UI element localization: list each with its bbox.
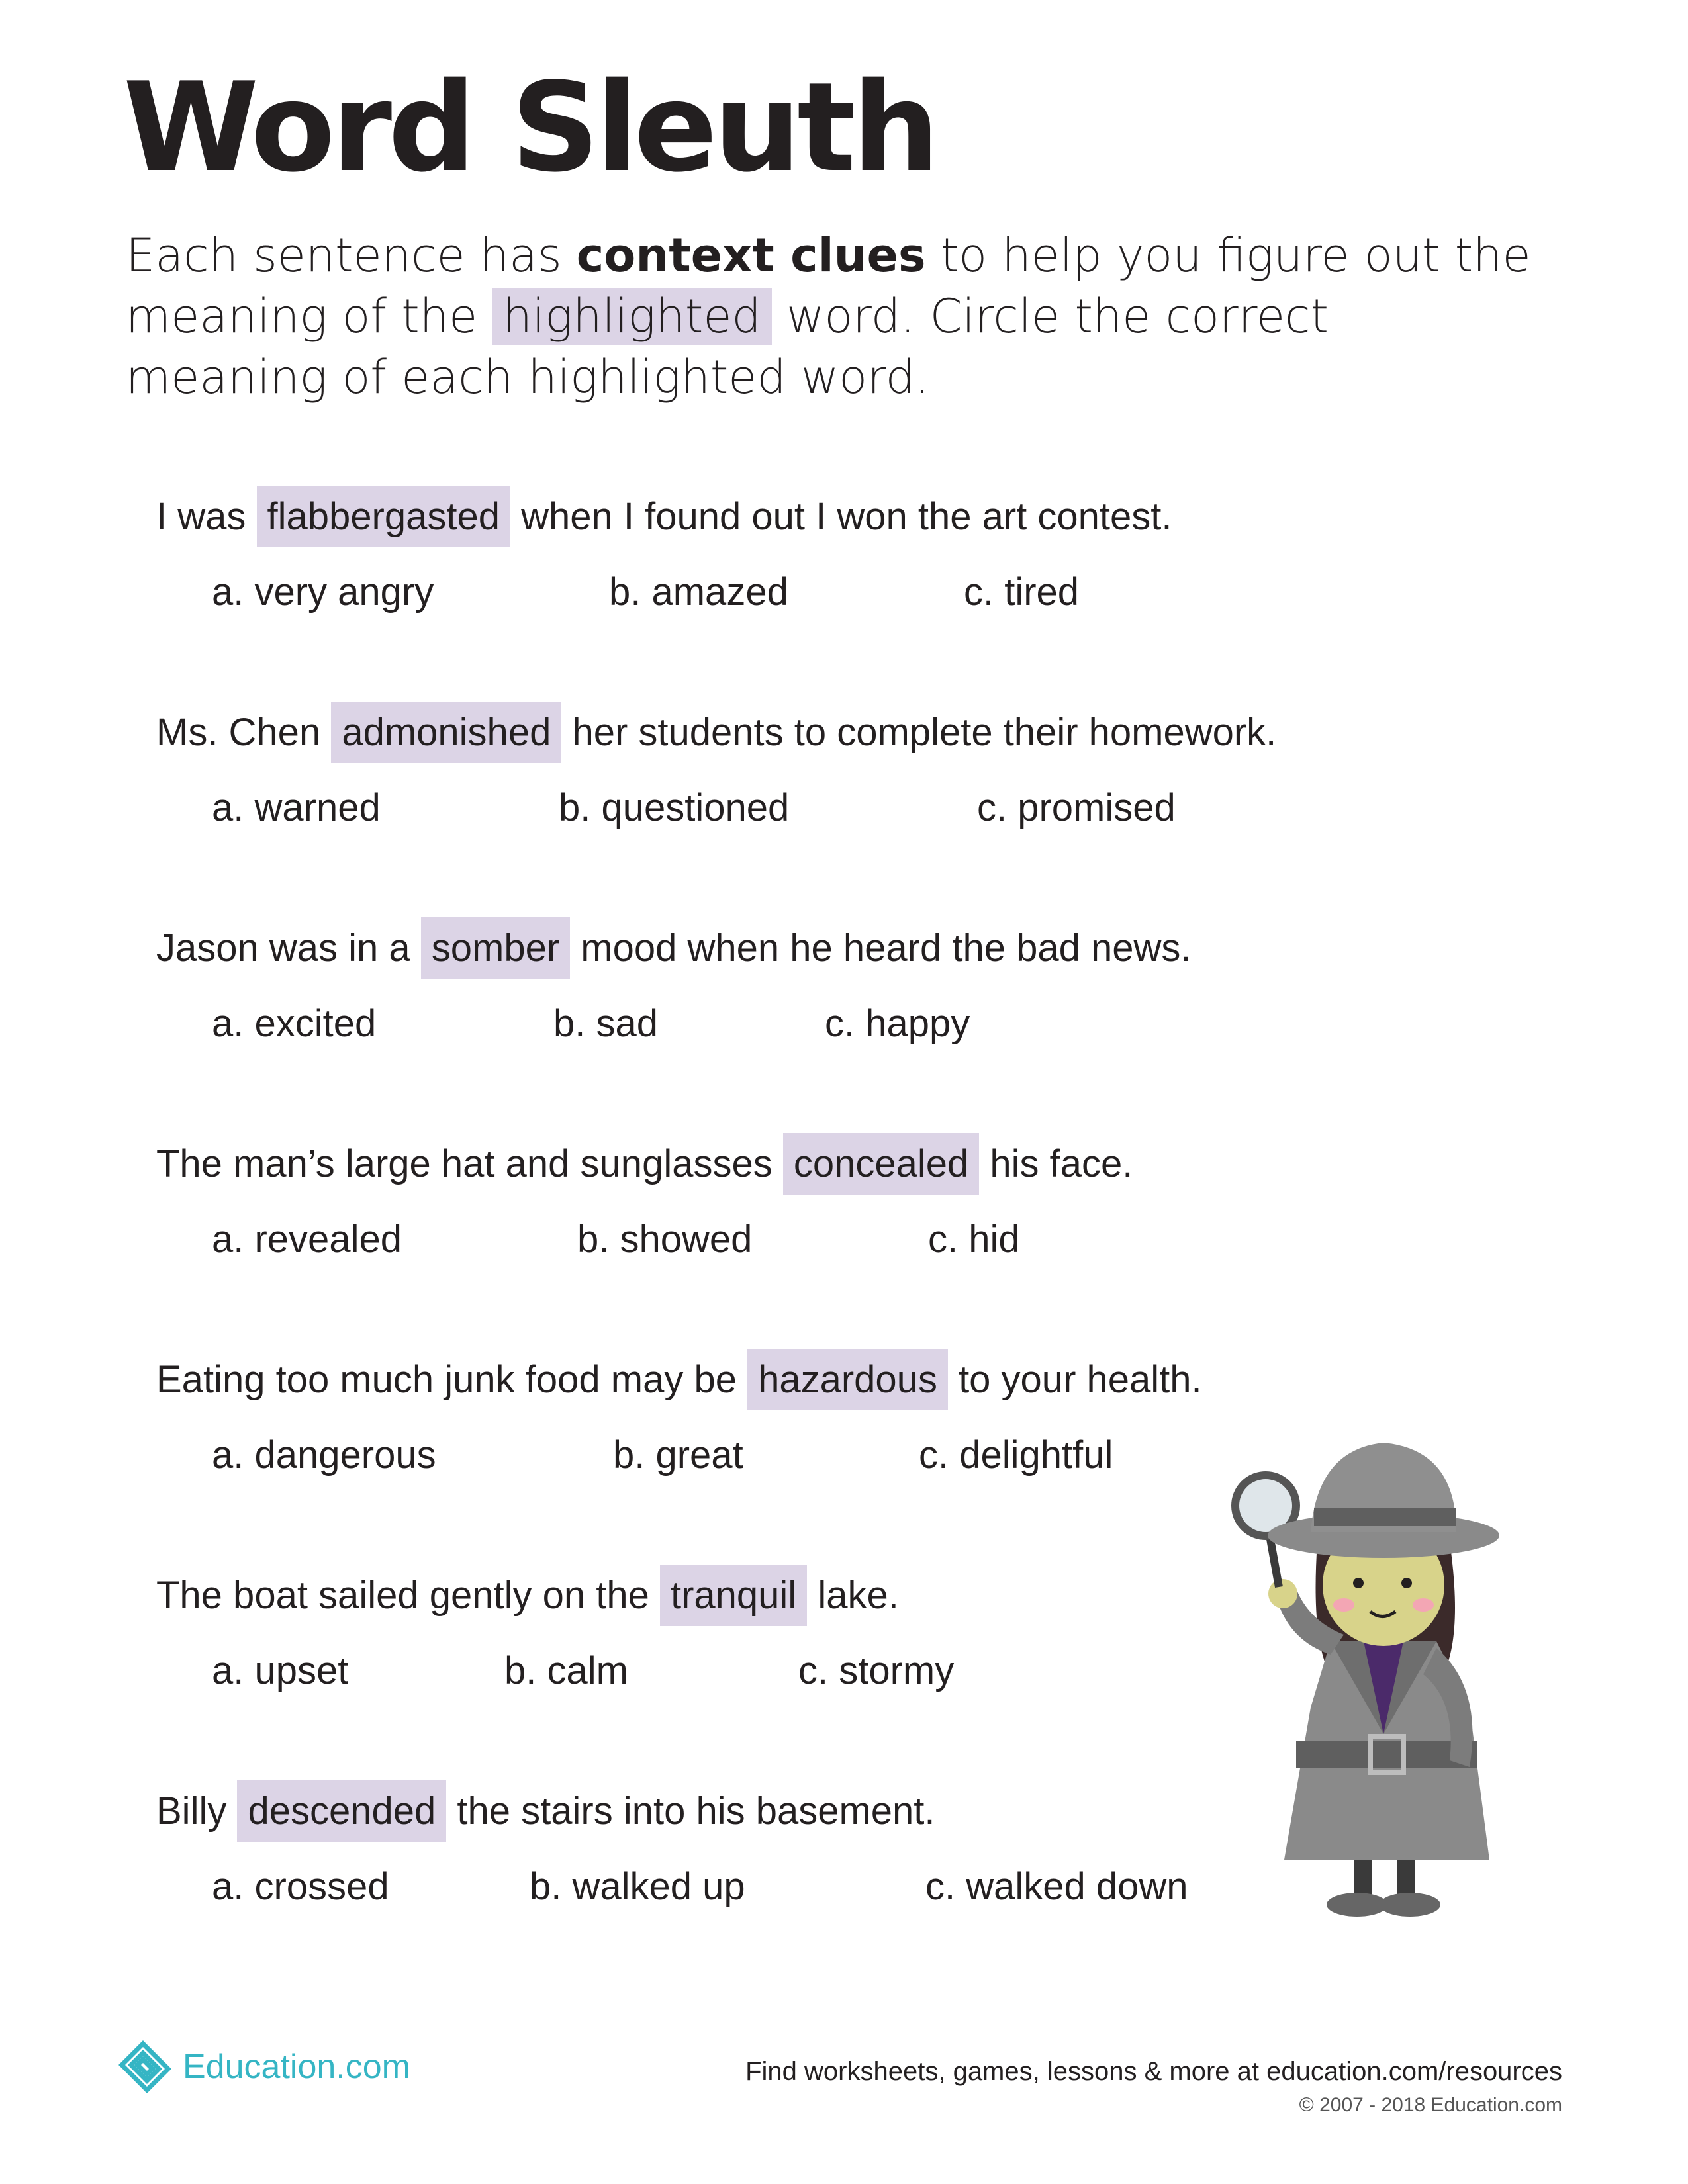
- sentence-text-after: to your health.: [947, 1358, 1202, 1401]
- choice-c[interactable]: c. stormy: [798, 1649, 955, 1692]
- question-3: [156, 929, 1480, 1051]
- sentence-text-after: mood when he heard the bad news.: [570, 927, 1192, 970]
- choice-a[interactable]: a. crossed: [212, 1865, 389, 1908]
- sentence-text-after: lake.: [807, 1574, 899, 1617]
- highlighted-word: hazardous: [747, 1349, 948, 1410]
- highlighted-word: flabbergasted: [257, 486, 510, 547]
- education-logo-icon: [117, 2038, 173, 2095]
- left-shoe: [1327, 1893, 1387, 1917]
- right-cheek: [1413, 1598, 1434, 1612]
- question-sentence: [156, 1142, 1480, 1185]
- sentence-text-after: the stairs into his basement.: [446, 1790, 935, 1833]
- sentence-text-before: Eating too much junk food may be: [156, 1358, 748, 1401]
- sentence-text-before: I was: [156, 495, 257, 538]
- instructions-text-1: Each sentence has: [126, 228, 577, 283]
- question-sentence: [156, 929, 1480, 968]
- answer-choices: [156, 570, 1480, 619]
- question-1: [156, 495, 1480, 619]
- question-sentence: [156, 495, 1480, 538]
- highlighted-word: somber: [421, 917, 570, 979]
- page-title: Word Sleuth: [123, 56, 936, 199]
- choice-c[interactable]: c. walked down: [925, 1865, 1188, 1908]
- question-sentence: [156, 713, 1480, 752]
- education-logo[interactable]: [117, 2038, 410, 2095]
- instructions-highlighted-term: highlighted: [492, 288, 771, 345]
- right-eye: [1401, 1578, 1412, 1588]
- sentence-text-before: The boat sailed gently on the: [156, 1574, 660, 1617]
- detective-illustration: [1205, 1423, 1549, 1939]
- instructions-text-2: to help you figure out the meaning of the: [126, 228, 1531, 343]
- choice-b[interactable]: b. great: [613, 1433, 743, 1477]
- highlighted-word: tranquil: [660, 1565, 807, 1626]
- sentence-text-after: her students to complete their homework.: [561, 711, 1277, 754]
- right-shoe: [1380, 1893, 1440, 1917]
- sentence-text-after: his face.: [979, 1142, 1133, 1185]
- instructions-bold-term: context clues: [576, 228, 926, 283]
- hat-band: [1314, 1508, 1456, 1526]
- answer-choices: [156, 1220, 1480, 1267]
- hand: [1268, 1579, 1297, 1608]
- choice-c[interactable]: c. delightful: [919, 1433, 1113, 1477]
- choice-c[interactable]: c. tired: [964, 570, 1080, 614]
- choice-c[interactable]: c. happy: [825, 1002, 970, 1045]
- choice-b[interactable]: b. calm: [504, 1649, 628, 1692]
- choice-a[interactable]: a. dangerous: [212, 1433, 436, 1477]
- choice-a[interactable]: a. warned: [212, 786, 381, 829]
- choice-b[interactable]: b. showed: [577, 1218, 753, 1261]
- choice-b[interactable]: b. questioned: [559, 786, 790, 829]
- sentence-text-before: Jason was in a: [156, 927, 421, 970]
- question-2: [156, 713, 1480, 835]
- choice-b[interactable]: b. walked up: [530, 1865, 745, 1908]
- instructions-text-3: word. Circle the correct meaning of each highlighted word.: [126, 289, 1329, 404]
- sentence-text-before: Billy: [156, 1790, 238, 1833]
- highlighted-word: admonished: [331, 702, 561, 763]
- choice-c[interactable]: c. promised: [977, 786, 1176, 829]
- highlighted-word: concealed: [783, 1133, 979, 1195]
- left-eye: [1353, 1578, 1364, 1588]
- choice-a[interactable]: a. excited: [212, 1002, 377, 1045]
- highlighted-word: descended: [237, 1780, 446, 1842]
- instructions: [126, 225, 1542, 408]
- choice-a[interactable]: a. revealed: [212, 1218, 402, 1261]
- sentence-text-after: when I found out I won the art contest.: [510, 495, 1172, 538]
- question-4: [156, 1142, 1480, 1267]
- sentence-text-before: Ms. Chen: [156, 711, 332, 754]
- choice-c[interactable]: c. hid: [928, 1218, 1020, 1261]
- choice-b[interactable]: b. sad: [553, 1002, 658, 1045]
- brand-name: Education.com: [183, 2048, 410, 2086]
- answer-choices: [156, 786, 1480, 835]
- answer-choices: [156, 1002, 1480, 1051]
- footer-copyright: © 2007 - 2018 Education.com: [1299, 2094, 1562, 2116]
- question-sentence: [156, 1358, 1480, 1401]
- choice-a[interactable]: a. upset: [212, 1649, 349, 1692]
- choice-a[interactable]: a. very angry: [212, 570, 434, 614]
- footer-resources-text: Find worksheets, games, lessons & more at education.com/resources: [745, 2057, 1562, 2086]
- sentence-text-before: The man’s large hat and sunglasses: [156, 1142, 783, 1185]
- choice-b[interactable]: b. amazed: [609, 570, 788, 614]
- left-cheek: [1333, 1598, 1354, 1612]
